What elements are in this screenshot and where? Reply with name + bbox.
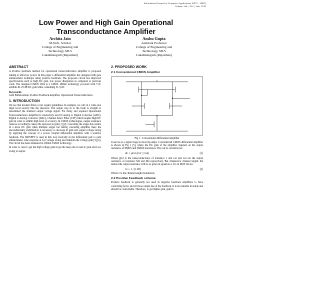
author-role: M.Tech. Scholar [49,41,71,45]
author-name: Archita Jain [49,36,71,41]
title-line-1: Low Power and High Gain Operational [38,18,174,27]
proposed-heading: 2. PROPOSED WORK [111,65,147,70]
right-column [111,64,203,192]
author-org: Technology, MLS [142,49,166,53]
author-role: Assistant Professor [141,41,167,45]
journal-name: International Journal of Computer Applications (0975 – 8887) [143,2,206,5]
journal-header [144,2,206,8]
proposed-paragraph-1: It serves as a signal stage in most Op-amps. Conventional CMOS differential amplifier is shown in Fig 1 [5], where the DC gain of the amplifier depends on the output resistance of PMOS and NMOS transistors. The can be calculated as: [111,141,203,151]
author-place: Lakshmangarh (Rajasthan) [136,53,172,57]
author-block-1 [17,36,103,57]
equation-1-expression: Av = gm1 (ro2 || ro4) [125,151,149,155]
title-line-2: Transconductance Amplifier [56,26,156,36]
subsection-heading: 2.2 Positive Feedback scheme [111,175,156,180]
author-org: College of Engineering and [135,45,173,49]
proposed-paragraph-2: Where gm1 is the transconductance of transistor 1 and ro2 and ro4 are the output resistance of transistor M2 and M4 respectively. But channel-for channel length, the desired the output resistance will be as given in equation 2, for an MOS device: [111,156,203,167]
circuit-figure [111,76,203,136]
journal-volume: Volume 144 – No.5, June 2016 [175,5,206,8]
abstract-text: A Positive feedback method for operational transconductance amplifier is proposed aiming at ultra-low power. In this paper a differential amplifier has designed with gate enhancement technique using positive feedback. The proposed circuit has improved specifications such as high DC gain, low power dissipation as compared to previous work. The designed CMOS OTA is a CMOS 180nm technology powered with ±1V, exhibits 91.23 dB DC gain while consuming 31.7µW. [9,70,101,90]
intro-paragraph-2: In order to cater to get the high voltage gain in get the deep also it used to gain and Low swing at output. [9,146,101,153]
equation-2-number: (2) [199,167,203,171]
left-column [9,64,101,154]
subsection-heading: 2.1 Conventional CMOS Amplifier [111,69,161,74]
keywords-heading: Keywords [9,89,22,94]
author-name: Anshu Gupta [142,36,166,41]
equation-1-number: (1) [199,151,203,155]
author-block-2 [111,36,197,57]
author-org: Technology, MLS [48,49,72,53]
equation-2 [111,168,203,172]
proposed-paragraph-4: Positive feedback is generally not used in negative feedback amplifiers to have controlling factor and all more output due of the feedback. It is not suitable in stable and should be controllable. Therefore, to get higher gain, gain in [111,181,203,191]
paper-title [0,19,212,36]
figure-caption: Fig 1 : Conventional Differential Amplifier [134,136,180,140]
equation-1 [111,152,203,156]
author-place: Lakshmangarh (Rajasthan) [42,53,78,57]
keywords-text: Gain Enhancement, Positive Feedback Amplifier, Operational Transconductance. [9,94,94,98]
author-org: College of Engineering and [41,45,79,49]
intro-paragraph-1: We see that modern filters occur require guidelines. In example, we call on a wide area input level exactly like the dissolver. The output way in to the brain is straight to determined the standard output voltage signal. For many and required Operational Transconductance Amplifier is extensively used in analog to Digital Converter (ADC), Digital to Analog Converter (DAC), Channel Select Filter (CSF) which require high DC gain in order to exhibit high level of accuracy. In CMOS technologies, output resistance reduces accordingly causes the decrease in gain [1] [2]. Cascading the stages has results in a more DC gain when multiple stages but during cascading amplifier there the unconditionally stabilization is necessary to decrease in gain and output voltage swing by applying the concept of a power coupled differential amplifier with a positive feedback. The MOSFET is used in this loop basically in the differential pair to gain enhancement. Also response at low voltage swing and maintain the voltage gain [3] [4]. The circuit has been simulated in 180nm CMOS technology. [9,104,101,145]
equation-2-expression: ro = 1 / (λ ID) [125,167,141,171]
differential-amplifier-schematic [112,77,202,135]
abstract-heading: ABSTRACT [9,65,29,70]
proposed-paragraph-3: Where λ is the channel length modulation. [111,172,155,176]
intro-heading: 1. INTRODUCTION [9,98,40,103]
